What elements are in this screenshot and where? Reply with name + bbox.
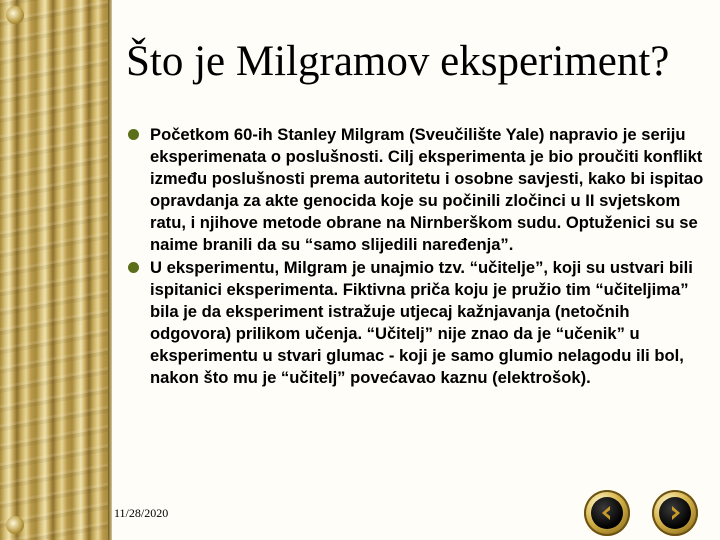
next-slide-button[interactable] (652, 490, 698, 536)
corner-ornament-icon (6, 6, 24, 24)
slide-date: 11/28/2020 (114, 506, 169, 520)
slide-title: Što je Milgramov eksperiment? (126, 38, 670, 85)
pillar-edge (108, 0, 112, 540)
arrow-right-icon (665, 503, 685, 523)
corner-ornament-icon (6, 516, 24, 534)
decorative-pillar (0, 0, 108, 540)
bullet-icon (128, 262, 139, 273)
bullet-text: U eksperimentu, Milgram je unajmio tzv. “učitelje”, koji su ustvari bili ispitanici eksperimenta. Fiktivna priča koju je pružio tim “učiteljima” bila je da eksperiment istražuje utjecaj kažnjavanja (netočnih odgovora) prilikom učenja. “Učitelj” nije znao da je “učenik” u eksperimentu u stvari glumac - koji je samo glumio nelagodu ili bol, nakon što mu je “učitelj” povećavao kaznu (elektrošok). (150, 257, 693, 388)
arrow-left-icon (597, 503, 617, 523)
bullet-item (128, 124, 710, 257)
previous-slide-button[interactable] (584, 490, 630, 536)
bullet-item (128, 257, 710, 390)
bullet-text: Početkom 60-ih Stanley Milgram (Sveučilište Yale) napravio je seriju eksperimenata o poslušnosti. Cilj eksperimenta je bio proučiti konflikt između poslušnosti prema autoritetu i osobne savjesti, kako bi ispitao opravdanja za akte genocida koje su počinili zločinci u II svjetskom ratu, i njihove metode obrane na Nirnberškom sudu. Optuženici su se naime branili da su “samo slijedili naređenja”. (150, 125, 704, 255)
bullet-icon (128, 129, 139, 140)
bullet-list (128, 124, 710, 389)
